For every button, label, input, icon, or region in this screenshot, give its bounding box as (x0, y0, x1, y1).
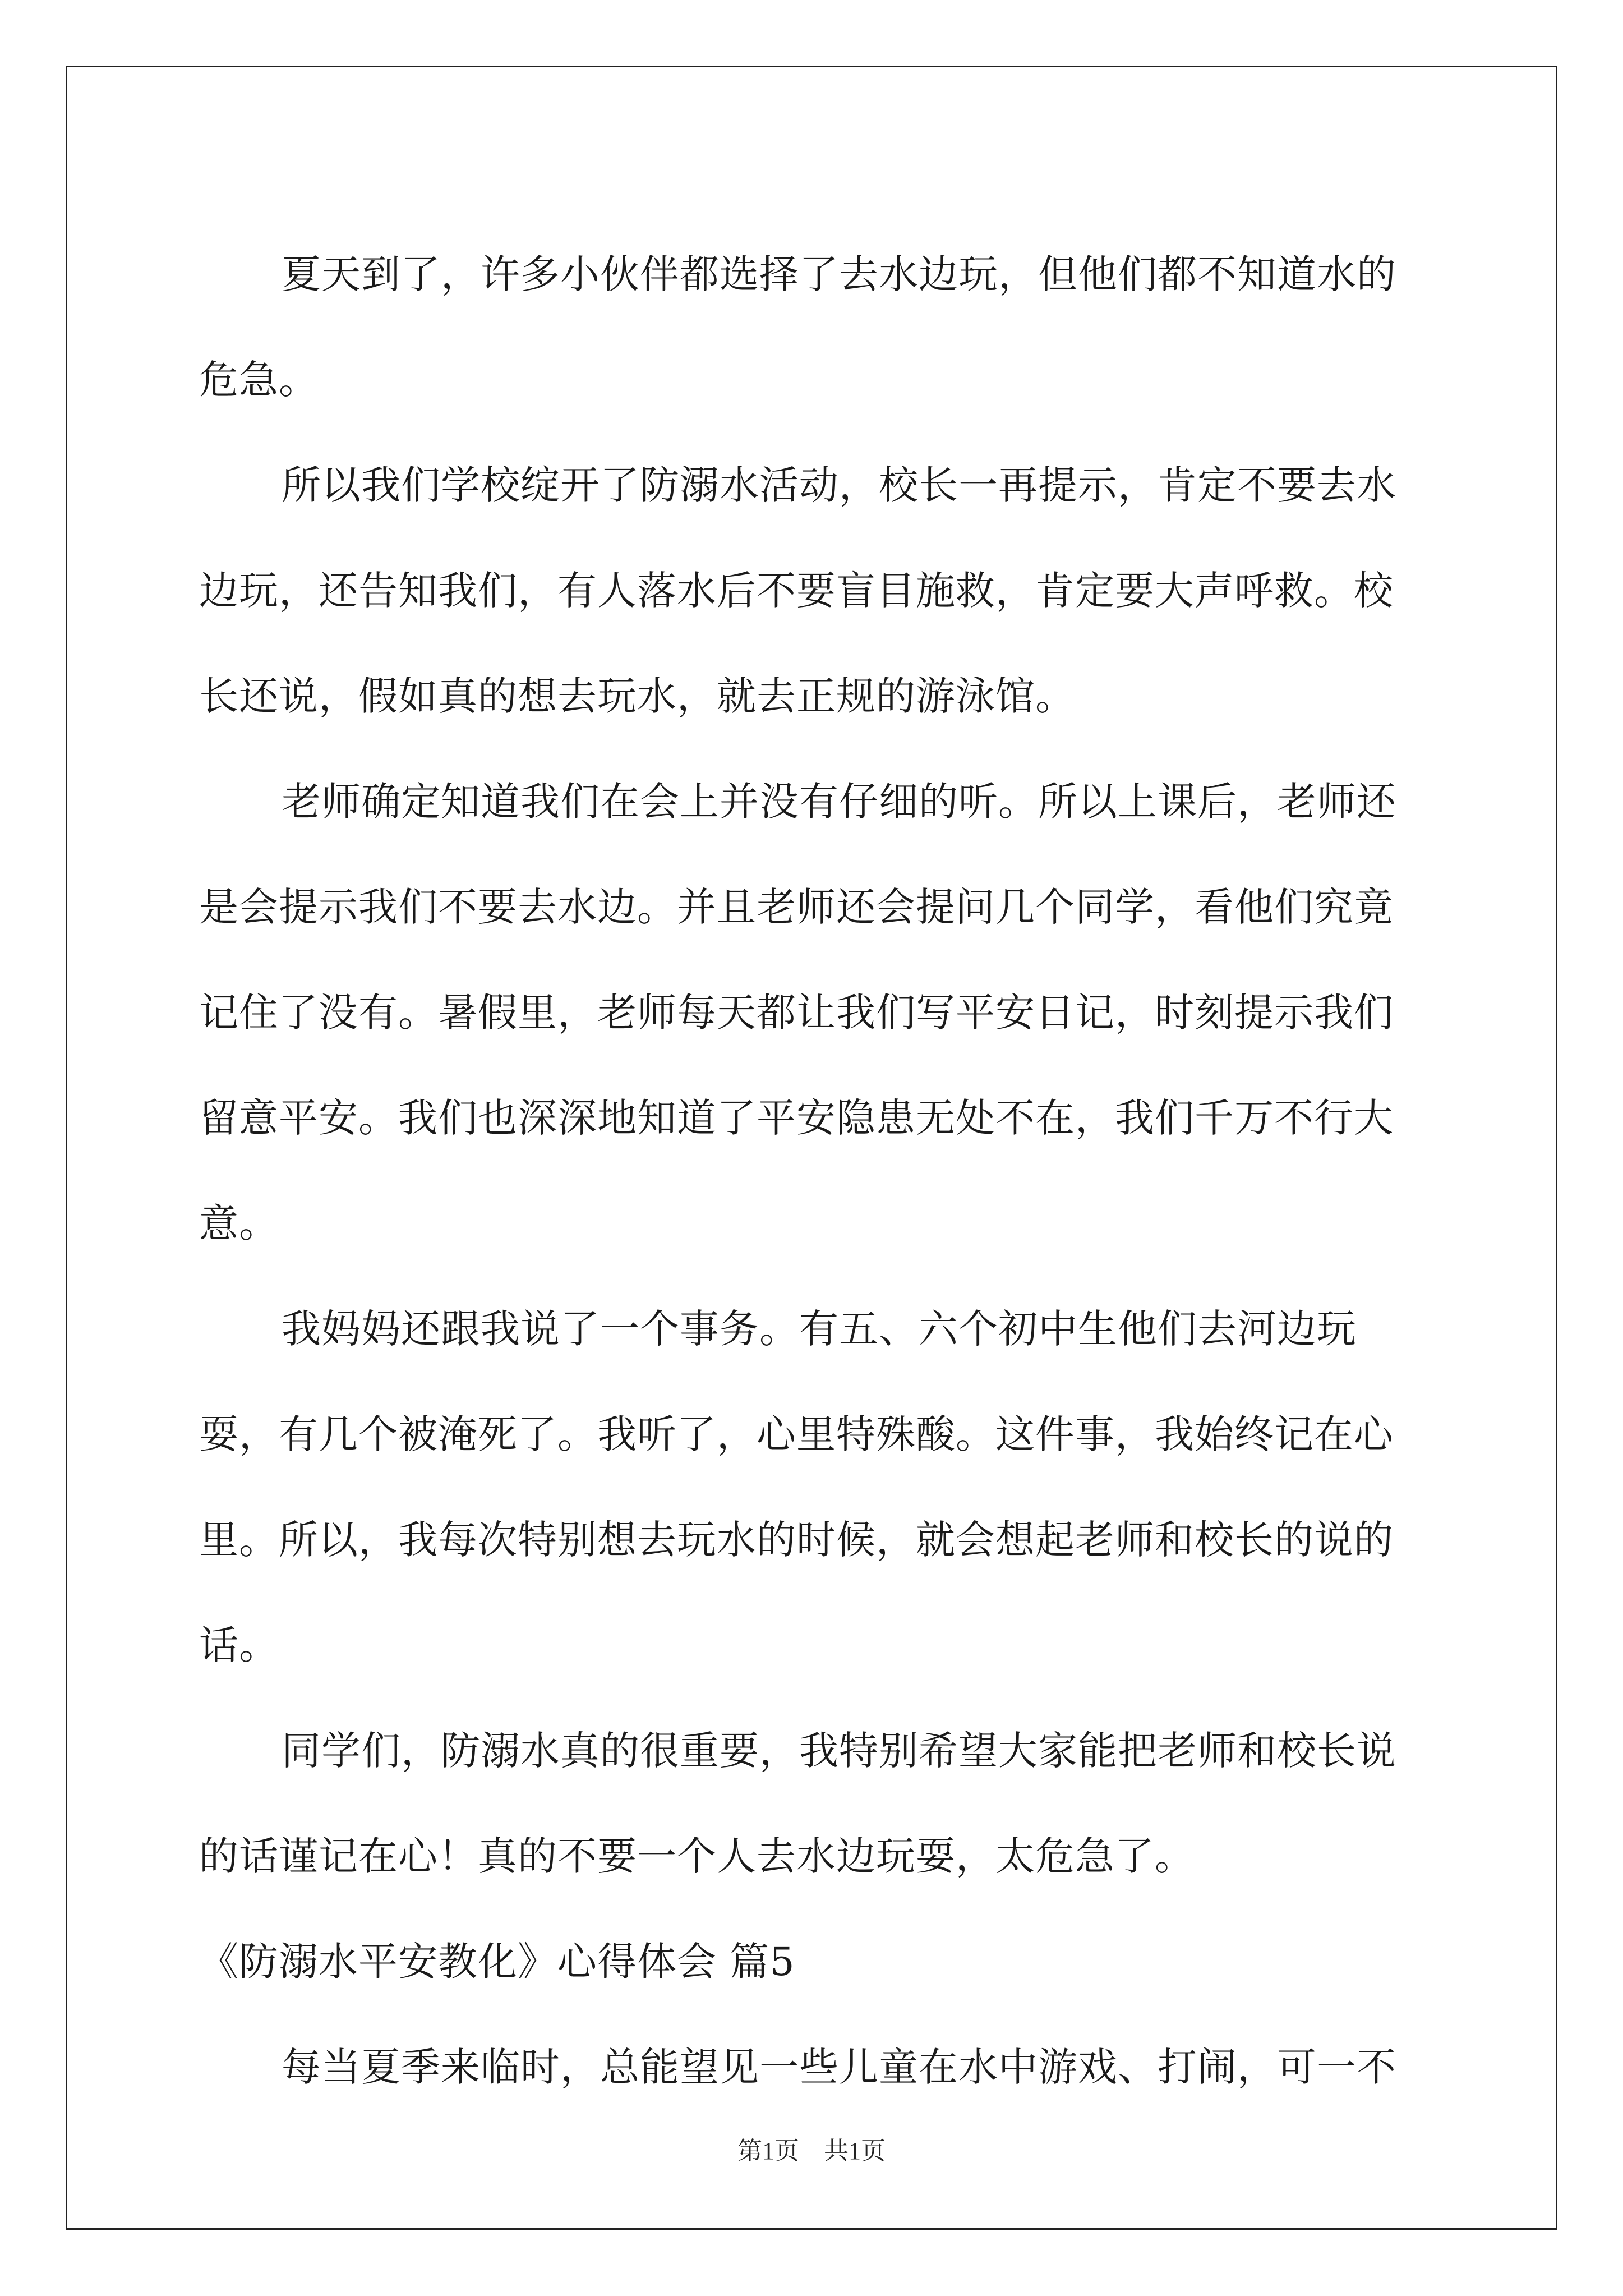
document-body (199, 222, 1426, 2120)
page-footer (0, 2131, 1623, 2166)
page-total: 共1页 (824, 2137, 886, 2165)
section-heading: 《防溺水平安教化》心得体会 篇5 (199, 1939, 795, 1985)
page-number: 第1页 (737, 2137, 799, 2165)
paragraph: 我妈妈还跟我说了一个事务。有五、六个初中生他们去河边玩耍，有几个被淹死了。我听了，心里特殊酸。这件事，我始终记在心里。所以，我每次特别想去玩水的时候，就会想起老师和校长的说的话。 (199, 1306, 1394, 1668)
paragraph: 同学们，防溺水真的很重要，我特别希望大家能把老师和校长说的话谨记在心！真的不要一个人去水边玩耍，太危急了。 (199, 1728, 1396, 1879)
paragraph: 老师确定知道我们在会上并没有仔细的听。所以上课后，老师还是会提示我们不要去水边。并且老师还会提问几个同学，看他们究竟记住了没有。暑假里，老师每天都让我们写平安日记，时刻提示我们留意平安。我们也深深地知道了平安隐患无处不在，我们千万不行大意。 (199, 779, 1396, 1246)
paragraph: 所以我们学校绽开了防溺水活动，校长一再提示，肯定不要去水边玩，还告知我们，有人落水后不要盲目施救，肯定要大声呼救。校长还说，假如真的想去玩水，就去正规的游泳馆。 (199, 462, 1396, 719)
paragraph: 夏天到了，许多小伙伴都选择了去水边玩，但他们都不知道水的危急。 (199, 251, 1396, 403)
paragraph: 每当夏季来临时，总能望见一些儿童在水中游戏、打闹，可一不 (282, 2044, 1396, 2090)
